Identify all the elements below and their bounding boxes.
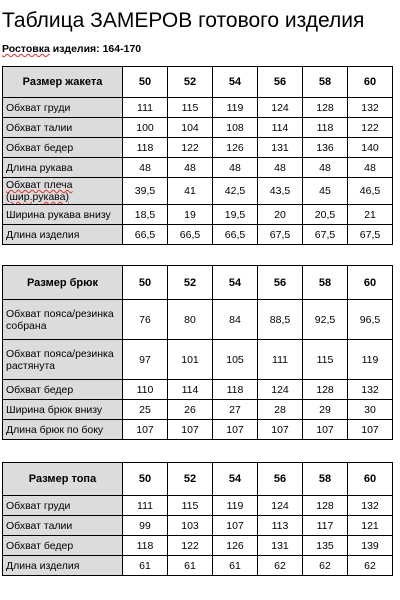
value-cell: 48: [303, 158, 348, 178]
value-cell: 107: [303, 420, 348, 440]
value-cell: 132: [348, 98, 393, 118]
size-header-cell: 54: [213, 463, 258, 496]
value-cell: 45: [303, 178, 348, 205]
value-cell: 101: [168, 340, 213, 380]
size-header-label: Размер топа: [3, 463, 123, 496]
value-cell: 66,5: [123, 225, 168, 245]
value-cell: 132: [348, 496, 393, 516]
value-cell: 131: [258, 536, 303, 556]
value-cell: 99: [123, 516, 168, 536]
row-label: Обхват бедер: [3, 536, 123, 556]
value-cell: 128: [303, 380, 348, 400]
value-cell: 67,5: [303, 225, 348, 245]
value-cell: 111: [258, 340, 303, 380]
table-row: [3, 380, 393, 400]
value-cell: 20,5: [303, 205, 348, 225]
value-cell: 126: [213, 138, 258, 158]
value-cell: 25: [123, 400, 168, 420]
value-cell: 27: [213, 400, 258, 420]
value-cell: 135: [303, 536, 348, 556]
size-header-cell: 50: [123, 266, 168, 300]
table-row: [3, 496, 393, 516]
size-header-cell: 60: [348, 463, 393, 496]
value-cell: 111: [123, 98, 168, 118]
value-cell: 128: [303, 98, 348, 118]
table-header-row: [3, 67, 393, 98]
value-cell: 115: [168, 496, 213, 516]
size-header-cell: 60: [348, 266, 393, 300]
row-label: Обхват талии: [3, 118, 123, 138]
size-header-cell: 50: [123, 67, 168, 98]
value-cell: 124: [258, 98, 303, 118]
table-row: [3, 400, 393, 420]
value-cell: 66,5: [213, 225, 258, 245]
row-label: Обхват бедер: [3, 380, 123, 400]
value-cell: 118: [123, 536, 168, 556]
row-label: Ширина рукава внизу: [3, 205, 123, 225]
value-cell: 97: [123, 340, 168, 380]
size-header-cell: 58: [303, 67, 348, 98]
size-header-cell: 58: [303, 463, 348, 496]
value-cell: 110: [123, 380, 168, 400]
value-cell: 21: [348, 205, 393, 225]
value-cell: 48: [123, 158, 168, 178]
size-header-cell: 58: [303, 266, 348, 300]
size-header-cell: 60: [348, 67, 393, 98]
value-cell: 118: [123, 138, 168, 158]
value-cell: 28: [258, 400, 303, 420]
height-range-note: [2, 43, 141, 55]
size-header-cell: 54: [213, 67, 258, 98]
row-label: Обхват бедер: [3, 138, 123, 158]
value-cell: 118: [213, 380, 258, 400]
value-cell: 62: [258, 556, 303, 576]
value-cell: 103: [168, 516, 213, 536]
value-cell: 107: [258, 420, 303, 440]
row-label: Обхват груди: [3, 496, 123, 516]
value-cell: 104: [168, 118, 213, 138]
value-cell: 128: [303, 496, 348, 516]
value-cell: 107: [123, 420, 168, 440]
table-row: [3, 340, 393, 380]
value-cell: 41: [168, 178, 213, 205]
table-row: [3, 138, 393, 158]
row-label-text: Обхват плеча (шир.рукава): [6, 179, 73, 203]
size-header-cell: 54: [213, 266, 258, 300]
row-label: Обхват груди: [3, 98, 123, 118]
size-header-cell: 56: [258, 266, 303, 300]
row-label: Длина изделия: [3, 556, 123, 576]
top-measurements-table: [2, 462, 393, 576]
row-label: Обхват пояса/резинка собрана: [3, 300, 123, 340]
value-cell: 61: [168, 556, 213, 576]
value-cell: 119: [213, 496, 258, 516]
value-cell: 117: [303, 516, 348, 536]
size-header-cell: 52: [168, 463, 213, 496]
height-range-value: изделия: 164-170: [49, 43, 142, 55]
value-cell: 19: [168, 205, 213, 225]
value-cell: 100: [123, 118, 168, 138]
table-row: [3, 178, 393, 205]
table-row: [3, 118, 393, 138]
value-cell: 62: [303, 556, 348, 576]
size-header-cell: 50: [123, 463, 168, 496]
value-cell: 119: [213, 98, 258, 118]
value-cell: 48: [168, 158, 213, 178]
value-cell: 84: [213, 300, 258, 340]
row-label: Длина рукава: [3, 158, 123, 178]
value-cell: 76: [123, 300, 168, 340]
size-header-cell: 52: [168, 266, 213, 300]
row-label: [3, 178, 123, 205]
value-cell: 107: [213, 420, 258, 440]
value-cell: 122: [168, 138, 213, 158]
value-cell: 20: [258, 205, 303, 225]
row-label: Обхват пояса/резинка растянута: [3, 340, 123, 380]
value-cell: 122: [168, 536, 213, 556]
value-cell: 39,5: [123, 178, 168, 205]
page-title: Таблица ЗАМЕРОВ готового изделия: [2, 9, 365, 32]
value-cell: 139: [348, 536, 393, 556]
value-cell: 140: [348, 138, 393, 158]
value-cell: 43,5: [258, 178, 303, 205]
value-cell: 61: [213, 556, 258, 576]
table-header-row: [3, 266, 393, 300]
table-row: [3, 556, 393, 576]
value-cell: 67,5: [258, 225, 303, 245]
value-cell: 29: [303, 400, 348, 420]
value-cell: 132: [348, 380, 393, 400]
value-cell: 107: [348, 420, 393, 440]
value-cell: 124: [258, 496, 303, 516]
table-row: [3, 300, 393, 340]
value-cell: 92,5: [303, 300, 348, 340]
value-cell: 107: [168, 420, 213, 440]
row-label: Длина брюк по боку: [3, 420, 123, 440]
table-row: [3, 225, 393, 245]
size-header-cell: 52: [168, 67, 213, 98]
value-cell: 62: [348, 556, 393, 576]
value-cell: 124: [258, 380, 303, 400]
value-cell: 121: [348, 516, 393, 536]
jacket-measurements-table: [2, 66, 393, 245]
value-cell: 67,5: [348, 225, 393, 245]
table-row: [3, 536, 393, 556]
height-range-label: Ростовка: [2, 43, 50, 55]
value-cell: 46,5: [348, 178, 393, 205]
value-cell: 80: [168, 300, 213, 340]
value-cell: 48: [213, 158, 258, 178]
value-cell: 42,5: [213, 178, 258, 205]
value-cell: 107: [213, 516, 258, 536]
value-cell: 61: [123, 556, 168, 576]
value-cell: 88,5: [258, 300, 303, 340]
value-cell: 114: [168, 380, 213, 400]
value-cell: 114: [258, 118, 303, 138]
value-cell: 136: [303, 138, 348, 158]
table-row: [3, 98, 393, 118]
value-cell: 115: [168, 98, 213, 118]
table-row: [3, 158, 393, 178]
value-cell: 26: [168, 400, 213, 420]
table-row: [3, 205, 393, 225]
size-header-cell: 56: [258, 463, 303, 496]
row-label: Длина изделия: [3, 225, 123, 245]
value-cell: 131: [258, 138, 303, 158]
value-cell: 66,5: [168, 225, 213, 245]
trousers-measurements-table: [2, 265, 393, 440]
value-cell: 115: [303, 340, 348, 380]
row-label: Ширина брюк внизу: [3, 400, 123, 420]
value-cell: 30: [348, 400, 393, 420]
value-cell: 105: [213, 340, 258, 380]
value-cell: 96,5: [348, 300, 393, 340]
value-cell: 119: [348, 340, 393, 380]
value-cell: 19,5: [213, 205, 258, 225]
table-row: [3, 420, 393, 440]
size-header-label: Размер жакета: [3, 67, 123, 98]
value-cell: 108: [213, 118, 258, 138]
value-cell: 111: [123, 496, 168, 516]
size-header-cell: 56: [258, 67, 303, 98]
value-cell: 118: [303, 118, 348, 138]
value-cell: 122: [348, 118, 393, 138]
value-cell: 48: [258, 158, 303, 178]
row-label: Обхват талии: [3, 516, 123, 536]
table-row: [3, 516, 393, 536]
size-header-label: Размер брюк: [3, 266, 123, 300]
value-cell: 48: [348, 158, 393, 178]
table-header-row: [3, 463, 393, 496]
value-cell: 113: [258, 516, 303, 536]
value-cell: 126: [213, 536, 258, 556]
value-cell: 18,5: [123, 205, 168, 225]
